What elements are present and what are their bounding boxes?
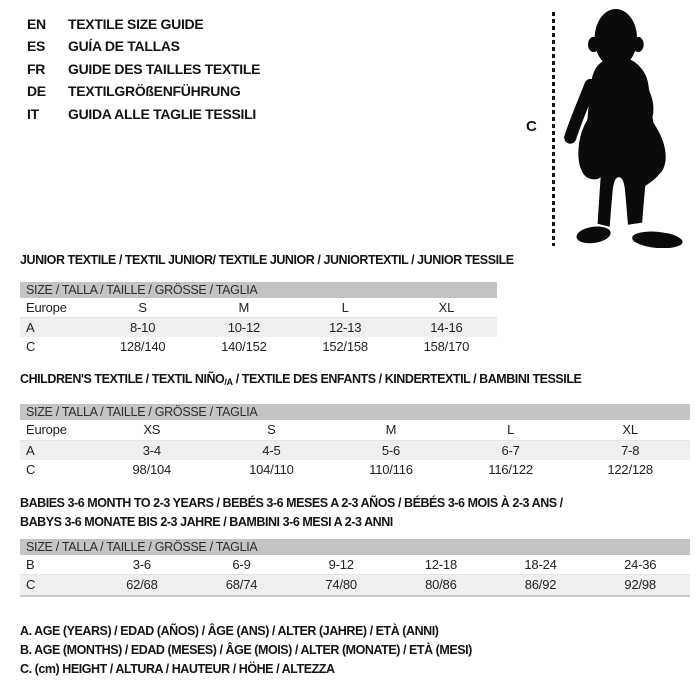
- age-cell: 12-18: [424, 557, 457, 572]
- legend-line-a: A. AGE (YEARS) / EDAD (AÑOS) / ÂGE (ANS) / ALTER (JAHRE) / ETÀ (ANNI): [20, 624, 439, 638]
- height-measure-dotted-line: [552, 12, 555, 246]
- language-row-it: [27, 103, 260, 125]
- age-cell: 6-7: [501, 443, 520, 458]
- size-header-bar: SIZE / TALLA / TAILLE / GRÖSSE / TAGLIA: [20, 282, 497, 298]
- size-cell: L: [507, 422, 515, 437]
- language-label: GUIDA ALLE TAGLIE TESSILI: [68, 105, 256, 122]
- height-measure-label: C: [526, 118, 537, 135]
- row-label: Europe: [26, 300, 67, 315]
- row-label: A: [26, 443, 35, 458]
- height-cell: 98/104: [132, 462, 172, 477]
- height-cell: 80/86: [425, 577, 457, 592]
- children-size-table: [20, 404, 690, 479]
- language-label: GUIDE DES TAILLES TEXTILE: [68, 60, 261, 77]
- row-label: B: [26, 557, 35, 572]
- language-row-en: [27, 13, 260, 35]
- row-label: C: [26, 462, 36, 477]
- height-cell: 152/158: [322, 339, 368, 354]
- height-cell: 92/98: [624, 577, 656, 592]
- language-row-es: [27, 35, 260, 57]
- age-cell: 10-12: [227, 320, 260, 335]
- age-cell: 12-13: [329, 320, 362, 335]
- language-code: FR: [27, 60, 46, 77]
- children-title-suffix: / TEXTILE DES ENFANTS / KINDERTEXTIL / BAMBINI TESSILE: [232, 372, 582, 386]
- language-label: GUÍA DE TALLAS: [68, 38, 180, 55]
- legend-line-b: B. AGE (MONTHS) / EDAD (MESES) / ÂGE (MOIS) / ALTER (MONATE) / ETÀ (MESI): [20, 643, 472, 658]
- table-row-europe: [20, 298, 497, 317]
- legend-line-c: C. (cm) HEIGHT / ALTURA / HAUTEUR / HÖHE / ALTEZZA: [20, 662, 335, 677]
- age-cell: 4-5: [262, 443, 281, 458]
- age-cell: 18-24: [524, 557, 557, 572]
- row-label: C: [26, 577, 36, 592]
- size-header-bar: SIZE / TALLA / TAILLE / GRÖSSE / TAGLIA: [20, 404, 690, 420]
- age-cell: 3-4: [142, 443, 161, 458]
- age-cell: 6-9: [232, 557, 251, 572]
- children-section-title: [20, 370, 581, 392]
- table-row-age-years: [20, 440, 690, 460]
- babies-title-line1: BABIES 3-6 MONTH TO 2-3 YEARS / BEBÉS 3-6 MESES A 2-3 AÑOS / BÉBÉS 3-6 MOIS À 2-3 ANS /: [20, 496, 563, 510]
- age-cell: 3-6: [132, 557, 151, 572]
- height-cell: 62/68: [126, 577, 158, 592]
- table-row-height-cm: [20, 460, 690, 479]
- legend: [20, 622, 472, 680]
- language-code: ES: [27, 38, 46, 55]
- language-row-fr: [27, 58, 260, 80]
- age-cell: 24-36: [624, 557, 657, 572]
- size-cell: M: [238, 300, 250, 315]
- language-list: [27, 13, 260, 125]
- babies-size-table: [20, 539, 690, 597]
- row-label: C: [26, 339, 36, 354]
- height-cell: 122/128: [607, 462, 653, 477]
- height-cell: 140/152: [221, 339, 267, 354]
- size-cell: M: [385, 422, 397, 437]
- age-cell: 5-6: [381, 443, 401, 458]
- babies-section-title: [20, 494, 563, 532]
- size-cell: S: [267, 422, 276, 437]
- size-cell: XL: [438, 300, 455, 315]
- age-cell: 8-10: [130, 320, 156, 335]
- language-code: DE: [27, 83, 46, 100]
- age-cell: 14-16: [430, 320, 463, 335]
- size-cell: XL: [622, 422, 638, 437]
- language-label: TEXTILGRÖßENFÜHRUNG: [68, 83, 241, 100]
- junior-section-title: JUNIOR TEXTILE / TEXTIL JUNIOR/ TEXTILE JUNIOR / JUNIORTEXTIL / JUNIOR TESSILE: [20, 253, 514, 267]
- children-title-subscript: /A: [224, 377, 233, 387]
- size-cell: L: [341, 300, 349, 315]
- height-cell: 158/170: [423, 339, 470, 354]
- table-row-age-years: [20, 317, 497, 337]
- baby-silhouette-icon: [563, 8, 697, 248]
- size-cell: XS: [143, 422, 161, 437]
- table-row-height-cm: [20, 337, 497, 356]
- row-label: A: [26, 320, 35, 335]
- size-header-bar: SIZE / TALLA / TAILLE / GRÖSSE / TAGLIA: [20, 539, 690, 555]
- height-cell: 128/140: [119, 339, 166, 354]
- height-cell: 86/92: [524, 577, 557, 592]
- table-row-height-cm: [20, 574, 690, 597]
- children-title-prefix: CHILDREN'S TEXTILE / TEXTIL NIÑO: [20, 372, 225, 386]
- size-cell: S: [138, 300, 147, 315]
- language-row-de: [27, 80, 260, 102]
- height-cell: 68/74: [225, 577, 258, 592]
- height-cell: 116/122: [488, 462, 533, 477]
- height-cell: 74/80: [325, 577, 357, 592]
- row-label: Europe: [26, 422, 67, 437]
- language-code: EN: [27, 16, 46, 32]
- height-cell: 110/116: [369, 462, 413, 477]
- age-cell: 9-12: [328, 557, 354, 572]
- height-cell: 104/110: [249, 462, 294, 477]
- language-label: TEXTILE SIZE GUIDE: [68, 16, 204, 32]
- babies-title-line2: BABYS 3-6 MONATE BIS 2-3 JAHRE / BAMBINI 3-6 MESI A 2-3 ANNI: [20, 515, 393, 529]
- age-cell: 7-8: [621, 443, 640, 458]
- table-row-age-months: [20, 555, 690, 574]
- table-row-europe: [20, 420, 690, 440]
- language-code: IT: [27, 105, 39, 122]
- junior-size-table: [20, 282, 497, 356]
